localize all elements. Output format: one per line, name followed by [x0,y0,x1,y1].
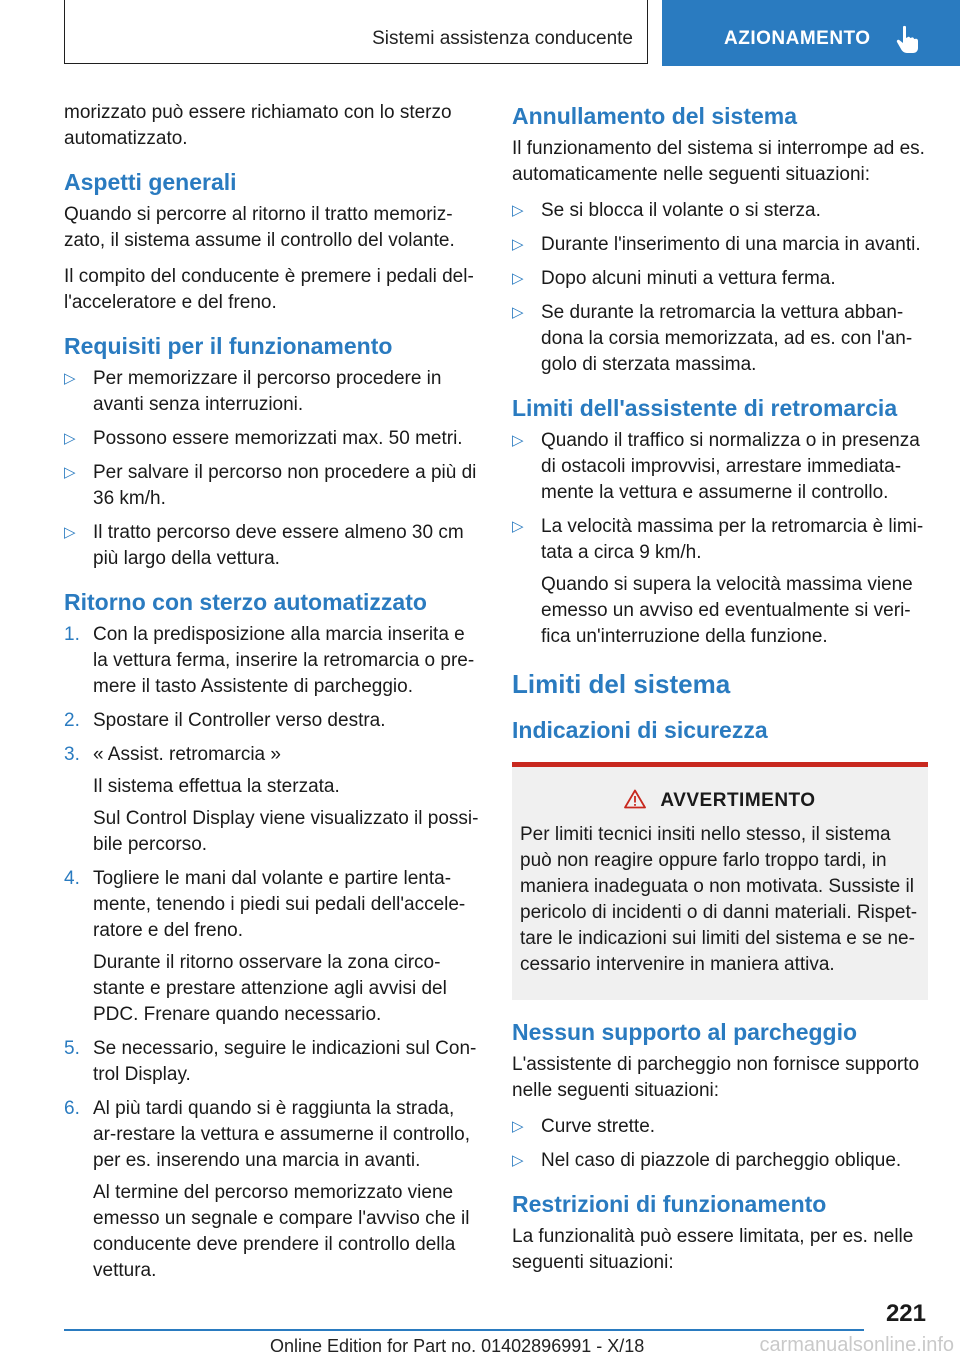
step-item: 2. Spostare il Controller verso destra. [64,710,386,731]
paragraph: La funzionalità può essere limitata, per es. nelle seguenti situazioni: [512,1226,914,1273]
header-section-box [64,0,648,64]
list-item: ▷ Per salvare il percorso non procedere a più di 36 km/h. [64,462,477,509]
paragraph: L'assistente di parcheggio non fornisce supporto nelle seguenti situazioni: [512,1054,920,1101]
list-item: ▷ Durante l'inserimento di una marcia in avanti. [512,232,928,258]
step-note: Al termine del percorso memorizzato viene emesso un segnale e compare l'avviso che il conducente deve prendere il controllo della vettura. [93,1182,470,1281]
list-item: ▷ Dopo alcuni minuti a vettura ferma. [512,266,928,292]
heading-limiti-sistema: Limiti del sistema [512,669,731,699]
requisiti-list [64,366,480,572]
list-item: ▷ Possono essere memorizzati max. 50 metri. [64,426,480,452]
list-item: ▷ Se durante la retromarcia la vettura abban‐dona la corsia memorizzata, ad es. con l'an‐golo di sterzata massima. [512,302,913,375]
triangle-bullet-icon: ▷ [512,202,524,219]
warning-triangle-icon [624,789,646,809]
edition-text: Online Edition for Part no. 01402896991 - X/18 [270,1336,645,1356]
paragraph: Il funzionamento del sistema si interrompe ad es. automaticamente nelle seguenti situazioni: [512,138,925,185]
limiti-assistente-list [512,428,928,650]
heading-aspetti-generali: Aspetti generali [64,169,237,195]
warning-title: AVVERTIMENTO [660,790,816,811]
step-item: 3. « Assist. retromarcia » Il sistema effettua la sterzata. Sul Control Display viene visualizzato il possi‐bile percorso. [64,742,480,858]
triangle-bullet-icon: ▷ [64,524,76,541]
heading-annullamento: Annullamento del sistema [512,103,798,129]
list-item: ▷ Quando il traffico si normalizza o in presenza di ostacoli improvvisi, arrestare immediata‐mente la vettura e assumerne il controllo. [512,430,920,503]
triangle-bullet-icon: ▷ [64,370,76,387]
step-item: 1. Con la predisposizione alla marcia inserita e la vettura ferma, inserire la retromarcia o pre‐mere il tasto Assistente di parcheggio. [64,624,475,697]
left-column [64,100,480,1292]
step-note: Durante il ritorno osservare la zona circo‐stante e prestare attenzione agli avvisi del PDC. Frenare quando necessario. [93,952,447,1025]
triangle-bullet-icon: ▷ [512,518,524,535]
triangle-bullet-icon: ▷ [64,464,76,481]
list-item: ▷ Per memorizzare il percorso procedere in avanti senza interruzioni. [64,368,442,415]
list-note: Quando si supera la velocità massima viene emesso un avviso ed eventualmente si veri‐fica un'interruzione della funzione. [541,574,913,647]
heading-restrizioni: Restrizioni di funzionamento [512,1191,827,1217]
nessun-supporto-list [512,1114,928,1174]
paragraph: Quando si percorre al ritorno il tratto memoriz‐zato, il sistema assume il controllo del volante. [64,204,455,251]
list-item: ▷ Se si blocca il volante o si sterza. [512,198,928,224]
steps-list [64,622,480,1284]
list-item: ▷ La velocità massima per la retromarcia è limi‐tata a circa 9 km/h. Quando si supera la velocità massima viene emesso un avviso ed eventualmente si veri‐fica un'interruzione della funzione. [512,514,928,650]
step-item: 6. Al più tardi quando si è raggiunta la strada, ar‐restare la vettura e assumerne il controllo, per es. inserendo una marcia in avanti. Al termine del percorso memorizzato viene emesso un segnale e compare l'avviso che il conducente deve prendere il controllo della vettura. [64,1096,480,1284]
triangle-bullet-icon: ▷ [512,1152,524,1169]
heading-ritorno: Ritorno con sterzo automatizzato [64,589,427,615]
triangle-bullet-icon: ▷ [512,236,524,253]
warning-header [520,789,920,812]
triangle-bullet-icon: ▷ [512,1118,524,1135]
step-item: 5. Se necessario, seguire le indicazioni sul Con‐trol Display. [64,1038,477,1085]
hand-pointer-icon [894,24,922,54]
chapter-tab-label: AZIONAMENTO [724,28,871,49]
step-note: Il sistema effettua la sterzata. [93,776,340,797]
step-item: 4. Togliere le mani dal volante e partire lenta‐mente, tenendo i piedi sui pedali dell'accele‐ratore e del freno. Durante il ritorno osservare la zona circo‐stante e prestare attenzione agli avvisi del PDC. Frenare quando necessario. [64,866,480,1028]
watermark: carmanualsonline.info [759,1334,954,1356]
triangle-bullet-icon: ▷ [512,304,524,321]
triangle-bullet-icon: ▷ [512,270,524,287]
list-item: ▷ Il tratto percorso deve essere almeno 30 cm più largo della vettura. [64,522,464,569]
intro-paragraph: morizzato può essere richiamato con lo sterzo automatizzato. [64,102,452,149]
page-number: 221 [885,1300,926,1327]
right-column [512,100,928,1286]
section-title: Sistemi assistenza conducente [372,28,633,49]
annullamento-list [512,198,928,378]
paragraph: Il compito del conducente è premere i pedali del‐l'acceleratore e del freno. [64,266,474,313]
heading-limiti-assistente: Limiti dell'assistente di retromarcia [512,395,898,421]
footer-divider [64,1329,864,1331]
warning-box [512,762,928,1000]
triangle-bullet-icon: ▷ [512,432,524,449]
heading-sicurezza: Indicazioni di sicurezza [512,717,768,743]
list-item: ▷ Nel caso di piazzole di parcheggio oblique. [512,1148,928,1174]
chapter-tab[interactable] [662,0,960,66]
list-item: ▷ Curve strette. [512,1114,928,1140]
heading-requisiti: Requisiti per il funzionamento [64,333,393,359]
heading-nessun-supporto: Nessun supporto al parcheggio [512,1019,858,1045]
warning-text: Per limiti tecnici insiti nello stesso, il sistema può non reagire oppure farlo troppo tardi, in maniera inadeguata o non motivata. Sussiste il pericolo di incidenti o di danni materiali. Rispet‐tare le indicazioni sui limiti del sistema e se ne‐cessario intervenire in maniera attiva. [520,824,918,975]
triangle-bullet-icon: ▷ [64,430,76,447]
step-note: Sul Control Display viene visualizzato il possi‐bile percorso. [93,808,479,855]
